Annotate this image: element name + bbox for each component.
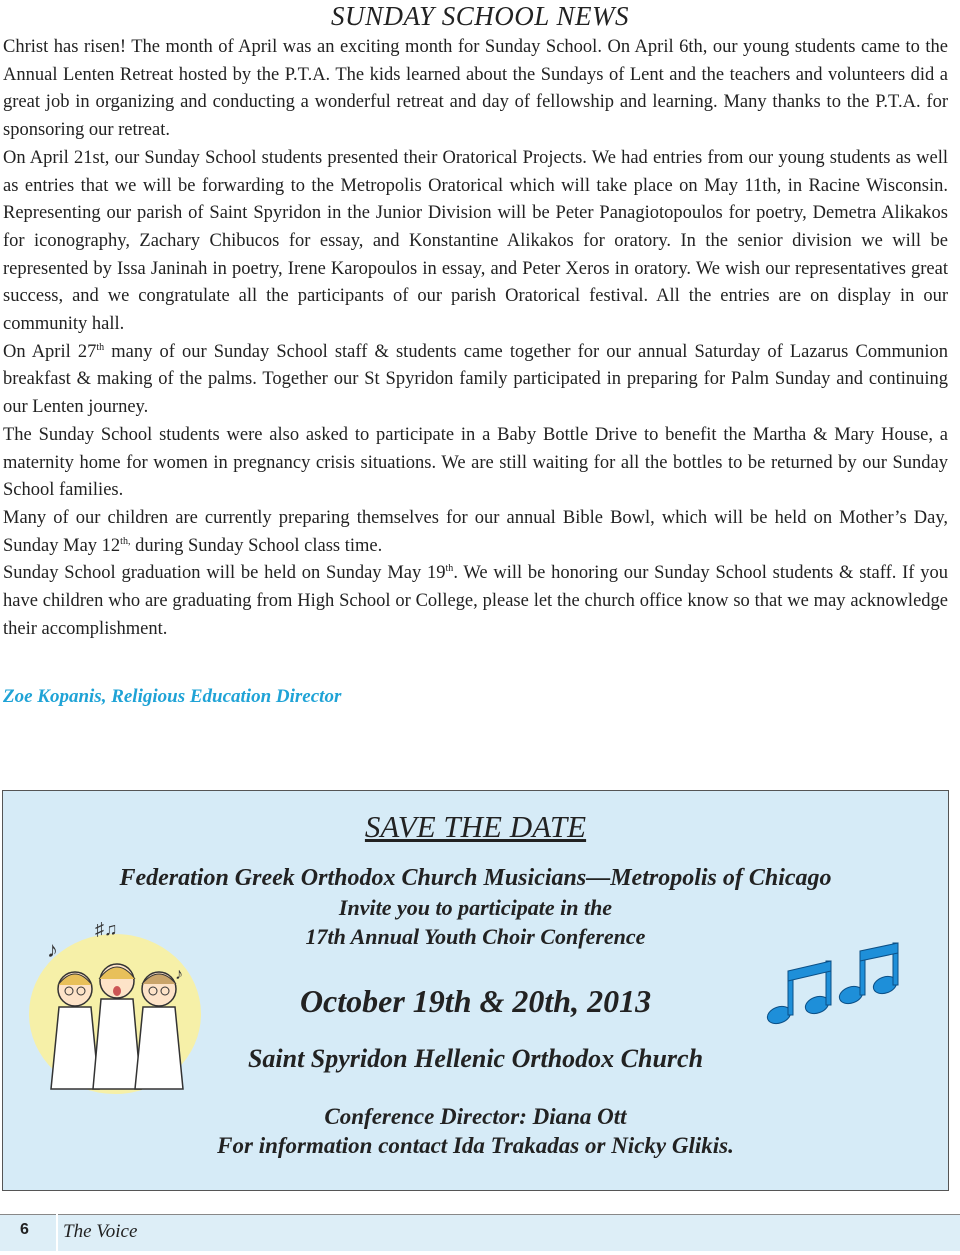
choir-children-illustration	[25, 899, 205, 1099]
paragraph-bottle-drive: The Sunday School students were also asked to participate in a Baby Bottle Drive to benefit the Martha & Mary House, a maternity home for women in pregnancy crisis situations. We are still waiting for all the bottles to be returned by our Sunday School families.	[3, 424, 948, 501]
event-date: October 19th & 20th, 2013	[299, 983, 652, 1019]
sunday-school-article	[3, 34, 948, 643]
contact-info: For information contact Ida Trakadas or Nicky Glikis.	[217, 1133, 734, 1158]
conference-director: Conference Director: Diana Ott	[324, 1104, 627, 1129]
save-the-date-heading: SAVE THE DATE	[364, 809, 587, 844]
page-number-box	[0, 1214, 56, 1251]
svg-text:♯♫: ♯♫	[95, 919, 118, 939]
venue: Saint Spyridon Hellenic Orthodox Church	[247, 1044, 704, 1073]
paragraph-graduation: Sunday School graduation will be held on Sunday May 19th. We will be honoring our Sunday School students & staff. If you have children who are graduating from High School or College, please let the church office know so that we may acknowledge their accomplishment.	[3, 563, 948, 639]
save-the-date-box	[2, 790, 949, 1191]
svg-text:♪: ♪	[47, 937, 58, 962]
page-title: SUNDAY SCHOOL NEWS	[330, 1, 630, 31]
publication-name: The Voice	[63, 1221, 138, 1242]
page-number: 6	[20, 1221, 29, 1238]
page-footer	[0, 1214, 960, 1250]
invite-line: Invite you to participate in the	[338, 895, 613, 920]
paragraph-retreat: Christ has risen! The month of April was an exciting month for Sunday School. On April 6th, our young students came to the Annual Lenten Retreat hosted by the P.T.A. The kids learned about the Sundays of Lent and the teachers and volunteers did a great job in organizing and conducting a wonderful retreat and day of fellowship and learning. Many thanks to the P.T.A. for sponsoring our retreat.	[3, 37, 948, 141]
federation-line: Federation Greek Orthodox Church Musicians—Metropolis of Chicago	[119, 865, 832, 891]
signature: Zoe Kopanis, Religious Education Director	[3, 686, 342, 707]
footer-bar	[58, 1214, 960, 1251]
paragraph-lazarus: On April 27th many of our Sunday School staff & students came together for our annual Saturday of Lazarus Communion breakfast & making of the palms. Together our St Spyridon family participated in preparing for Palm Sunday and continuing our Lenten journey.	[3, 341, 948, 418]
conference-name: 17th Annual Youth Choir Conference	[305, 924, 646, 949]
paragraph-bible-bowl: Many of our children are currently preparing themselves for our annual Bible Bowl, which will be held on Mother’s Day, Sunday May $12^{th,}$ during Sunday School class time.	[3, 507, 948, 556]
music-notes-icon	[765, 941, 900, 1031]
svg-text:♪: ♪	[175, 966, 183, 983]
paragraph-oratorical: On April 21st, our Sunday School students presented their Oratorical Projects. We had entries from our young students as well as entries that we will be forwarding to the Metropolis Oratorical which will take place on May 11th, in Racine Wisconsin. Representing our parish of Saint Spyridon in the Junior Division will be Peter Panagiotopoulos for poetry, Demetra Alikakos for iconography, Zachary Chibucos for essay, and Konstantine Alikakos for oratory. In the senior division we will be represented by Issa Janinah in poetry, Irene Karopoulos in essay, and Peter Xeros in oratory. We wish our representatives great success, and we congratulate all the participants of our parish Oratorical festival. All the entries are on display in our community hall.	[3, 147, 948, 335]
